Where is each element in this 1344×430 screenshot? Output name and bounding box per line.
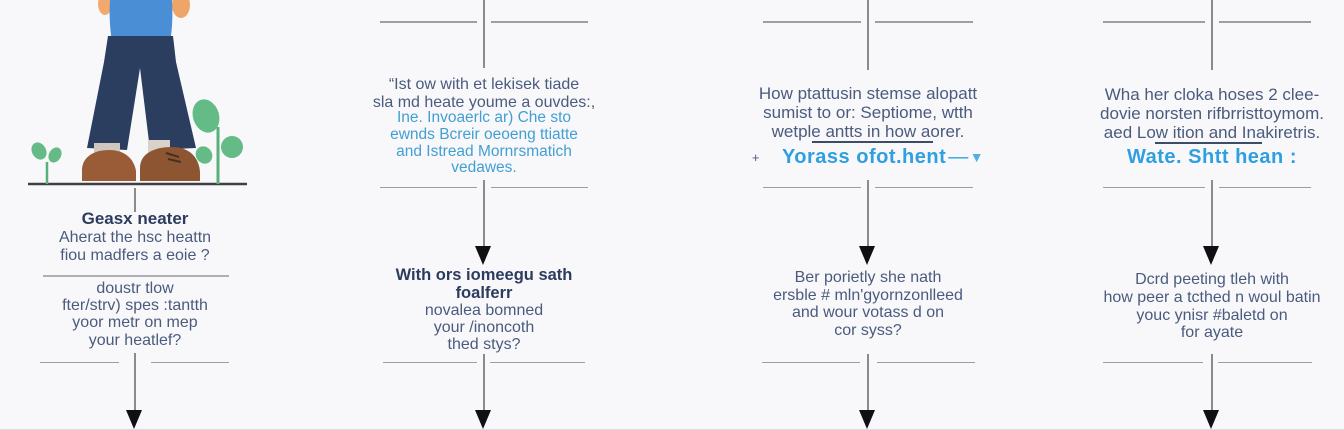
divider-segment bbox=[875, 187, 973, 189]
step-2-subheading bbox=[334, 267, 634, 302]
text-line: ersble # mln'gyornzonlleed bbox=[773, 286, 963, 304]
text-line: sumist to or: Septiome, wtth bbox=[763, 102, 973, 122]
connector-line bbox=[1211, 0, 1213, 70]
text-line: Ber porietly she nath bbox=[794, 269, 942, 286]
down-arrow-icon bbox=[475, 246, 491, 265]
text-line: yoor metr on mep bbox=[72, 314, 198, 332]
person-illustration bbox=[20, 0, 260, 190]
jeans-shape bbox=[87, 36, 196, 150]
text-line: fiou madfers a eoie ? bbox=[60, 247, 210, 264]
text-line: Dcrd peeting tleh with bbox=[1135, 271, 1289, 288]
text-line: With ors iomeegu sath bbox=[395, 266, 573, 284]
bottom-edge-line bbox=[0, 429, 1344, 430]
plus-icon: + bbox=[751, 149, 760, 165]
divider-segment bbox=[383, 362, 477, 364]
divider-segment bbox=[877, 362, 975, 364]
down-arrow-icon bbox=[1203, 410, 1219, 429]
text-line: sla md heate youme a ouvdes:, bbox=[372, 93, 596, 111]
divider-segment bbox=[491, 187, 588, 189]
divider-segment bbox=[763, 21, 861, 23]
text-line: dovie norsten rifbrristtoymom. bbox=[1100, 104, 1324, 123]
connector-line bbox=[483, 354, 485, 411]
text-line: Ine. Invoaerlc ar) Che sto bbox=[396, 109, 572, 126]
plant-small-leaf bbox=[46, 145, 64, 165]
tshirt-shape bbox=[110, 0, 173, 42]
text-line: and wour votass d on bbox=[791, 304, 945, 322]
step-2-description bbox=[334, 110, 634, 177]
divider-segment bbox=[1219, 21, 1311, 23]
divider bbox=[43, 275, 229, 277]
plant-large-leaf bbox=[217, 132, 248, 163]
divider-segment bbox=[1218, 362, 1312, 364]
text-line: how peer a tcthed n woul batin bbox=[1103, 288, 1321, 306]
divider-segment bbox=[380, 187, 477, 189]
connector-line bbox=[867, 354, 869, 411]
text-line: aed Low ition and Inakiretris. bbox=[1103, 123, 1321, 142]
text-line: fter/strv) spes :tantth bbox=[62, 297, 208, 315]
cta-label: Wate. Shtt hean : bbox=[1127, 145, 1297, 168]
connector-line bbox=[1211, 354, 1213, 411]
divider-segment bbox=[1103, 21, 1205, 23]
connector-line bbox=[1211, 180, 1213, 247]
divider-segment bbox=[1219, 187, 1311, 189]
text-line: for ayate bbox=[1180, 324, 1244, 342]
text-line: “Ist ow with et lekisek tiade bbox=[388, 76, 580, 93]
text-line: Wha her cloka hoses 2 clee- bbox=[1104, 85, 1320, 104]
text-line: youc ynisr #baletd on bbox=[1136, 306, 1288, 324]
text-line: your heatlef? bbox=[88, 331, 182, 349]
down-arrow-icon bbox=[859, 246, 875, 265]
divider-segment bbox=[1103, 187, 1205, 189]
divider-segment bbox=[762, 362, 860, 364]
right-hand bbox=[172, 0, 190, 18]
step-3-cta-link[interactable] bbox=[718, 144, 1018, 170]
step-1-title: Geasx neater bbox=[81, 209, 189, 228]
connector-line bbox=[867, 0, 869, 70]
divider-segment bbox=[1103, 362, 1203, 364]
text-line: How ptattusin stemse alopatt bbox=[758, 84, 978, 103]
down-arrow-icon bbox=[126, 410, 142, 429]
cta-dash: — bbox=[948, 145, 969, 168]
divider-segment bbox=[763, 187, 861, 189]
text-line: Aherat the hsc heattn bbox=[58, 229, 212, 246]
text-line: cor syss? bbox=[834, 322, 902, 340]
divider-segment bbox=[40, 362, 119, 364]
step-3-body bbox=[718, 269, 1018, 340]
connector-line bbox=[867, 180, 869, 247]
plant-small-leaf bbox=[28, 140, 49, 163]
connector-line bbox=[134, 353, 136, 411]
text-line: thed stys? bbox=[447, 335, 521, 353]
down-arrow-icon bbox=[859, 410, 875, 429]
text-line: and Istread Mornrsmatich bbox=[396, 142, 572, 160]
step-4-cta-link[interactable] bbox=[1062, 144, 1344, 170]
down-arrow-icon bbox=[475, 410, 491, 429]
text-underline bbox=[812, 141, 933, 143]
divider-segment bbox=[491, 21, 588, 23]
step-1-body bbox=[15, 280, 255, 349]
text-line: novalea bomned bbox=[424, 302, 544, 319]
step-2-body bbox=[334, 303, 634, 353]
step-2-heading bbox=[334, 76, 634, 111]
step-4-body bbox=[1062, 271, 1344, 342]
divider-segment bbox=[380, 21, 477, 23]
text-line: foalferr bbox=[455, 283, 513, 302]
step-4-heading bbox=[1062, 85, 1344, 142]
cta-label: Yorass ofot.hent bbox=[781, 145, 947, 168]
step-1-subtitle bbox=[15, 229, 255, 265]
connector-line bbox=[483, 180, 485, 247]
text-line: vedawes. bbox=[451, 159, 517, 177]
down-arrow-icon bbox=[1203, 246, 1219, 265]
divider-segment bbox=[151, 362, 229, 364]
text-line: ewnds Bcreir oeoeng ttiatte bbox=[390, 125, 578, 143]
text-line: doustr tlow bbox=[96, 280, 174, 297]
divider-segment bbox=[490, 362, 585, 364]
cta-arrow-icon: ▼ bbox=[969, 149, 985, 165]
divider-segment bbox=[875, 21, 973, 23]
text-line: wetple antts in how aorer. bbox=[771, 121, 965, 141]
connector-line bbox=[483, 0, 485, 68]
shoe-left bbox=[82, 150, 136, 181]
text-line: your /inoncoth bbox=[433, 318, 535, 336]
step-3-heading bbox=[718, 85, 1018, 141]
